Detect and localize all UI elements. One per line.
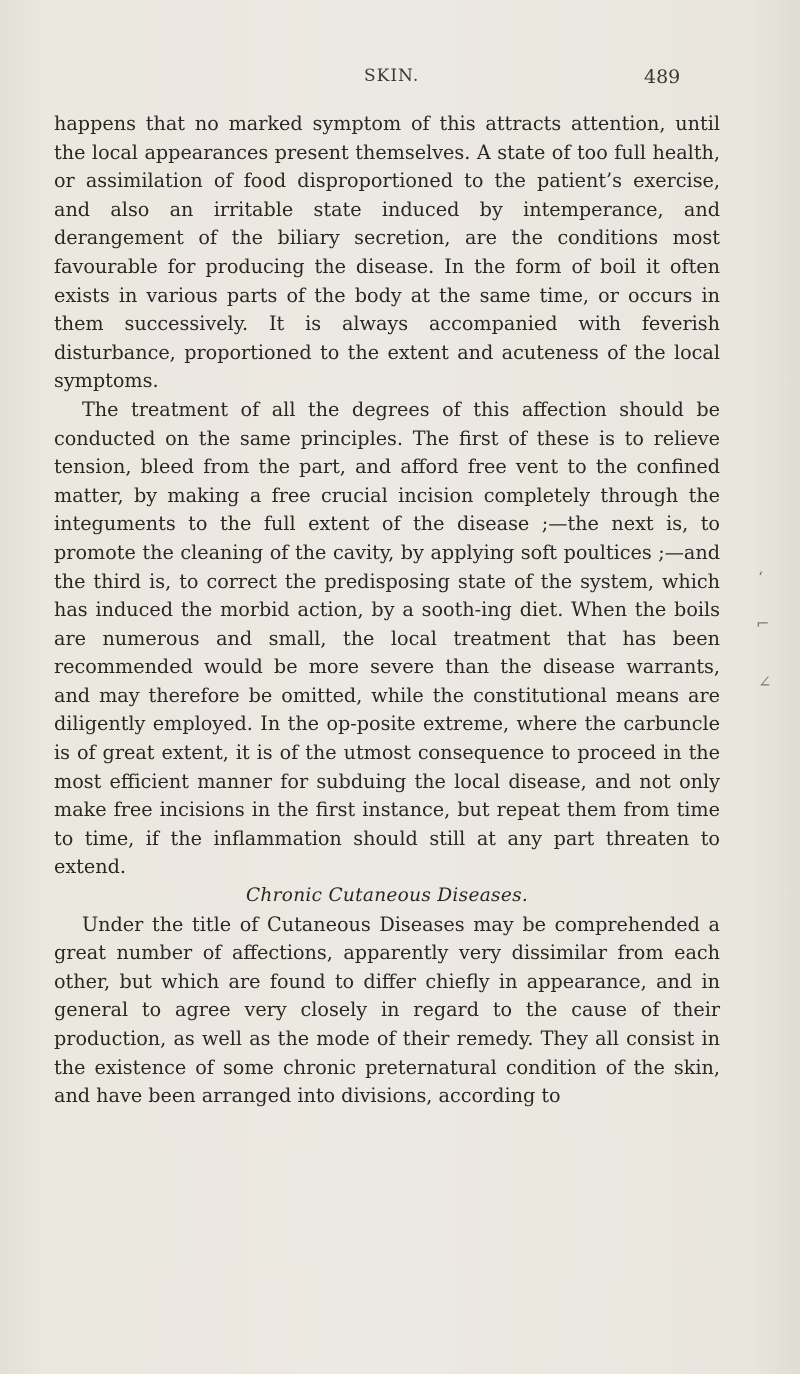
margin-pencil-mark: ∠: [758, 672, 772, 691]
body-text: [54, 110, 720, 1111]
paragraph-treatment: The treatment of all the degrees of this affection should be conducted on the same principles. The first of these is to relieve tension, bleed from the part, and afford free vent to the confined matter, by making a free crucial incision completely through the integuments to the full extent of the disease ;—the next is, to promote the cleaning of the cavity, by applying soft poultices ;—and the third is, to correct the predisposing state of the system, which has induced the morbid action, by a sooth-ing diet. When the boils are numerous and small, the local treatment that has been recommended would be more severe than the disease warrants, and may therefore be omitted, while the constitutional means are diligently employed. In the op-posite extreme, where the carbuncle is of great extent, it is of the utmost consequence to proceed in the most efficient manner for subduing the local disease, and not only make free incisions in the first instance, but repeat them from time to time, if the inflammation should still at any part threaten to extend.: [54, 397, 720, 879]
page-number: 489: [644, 66, 681, 88]
running-head: [0, 66, 800, 96]
paragraph-cutaneous-diseases: Under the title of Cutaneous Diseases may be comprehended a great number of affections, apparently very dissimilar from each other, but which are found to differ chiefly in appearance, and in general to agree very closely in regard to the cause of their production, as well as the mode of their remedy. They all consist in the existence of some chronic preternatural condition of the skin, and have been arranged into divisions, according to: [54, 912, 720, 1108]
running-head-title: SKIN.: [364, 66, 420, 86]
paragraph-boil-symptoms: happens that no marked symptom of this attracts attention, until the local appearances present themselves. A state of too full health, or assimilation of food disproportioned to the patient’s exercise, and also an irritable state induced by intemperance, and derangement of the biliary secretion, are the conditions most favourable for producing the disease. In the form of boil it often exists in various parts of the body at the same time, or occurs in them successively. It is always accompanied with feverish disturbance, proportioned to the extent and acuteness of the local symptoms.: [54, 112, 720, 393]
margin-pencil-mark: ‘: [758, 568, 764, 587]
margin-pencil-mark: ⌐: [756, 614, 770, 633]
section-heading: Chronic Cutaneous Diseases.: [245, 885, 529, 907]
